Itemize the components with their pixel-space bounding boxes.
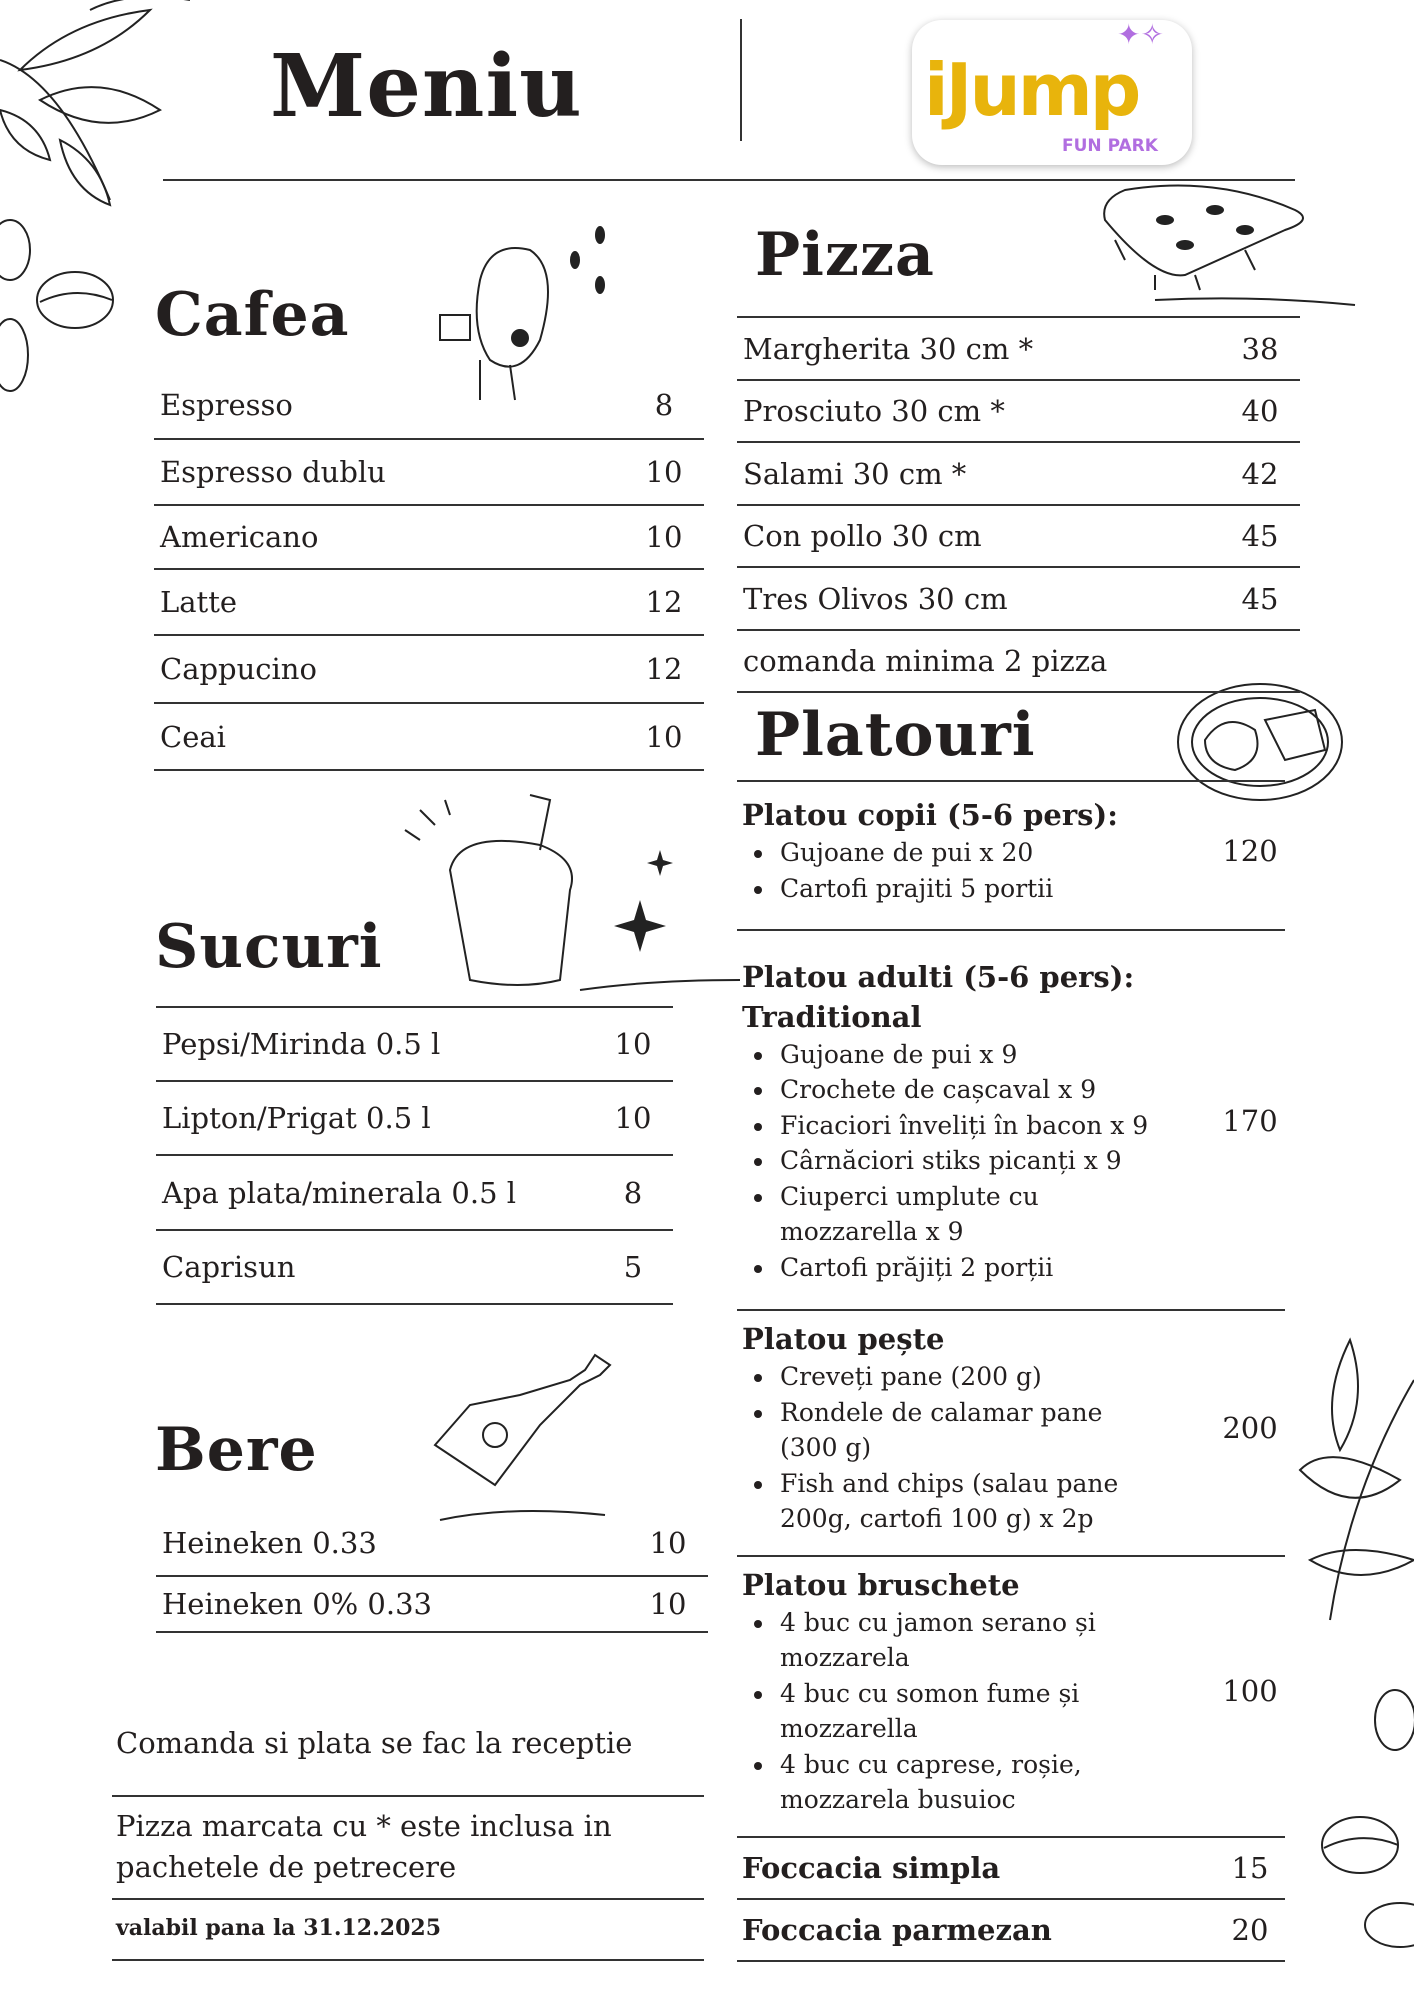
platter-title: Platou copii (5-6 pers): xyxy=(742,798,1118,832)
sucuri-heading: Sucuri xyxy=(155,912,383,982)
platter-item: 4 buc cu jamon serano și mozzarela xyxy=(752,1605,1162,1676)
menu-item xyxy=(156,1577,708,1633)
platter-item: Cârnăciori stiks picanți x 9 xyxy=(752,1143,1215,1179)
cafea-list xyxy=(154,372,704,771)
divider xyxy=(112,1959,704,1961)
menu-item xyxy=(156,1231,673,1305)
menu-item xyxy=(156,1156,673,1231)
platter-item: Rondele de calamar pane (300 g) xyxy=(752,1395,1162,1466)
item-name: Heineken 0% 0.33 xyxy=(162,1587,432,1621)
coffee-beans-right-icon xyxy=(1310,1690,1414,2000)
bere-list xyxy=(156,1511,708,1633)
pizza-slice-icon xyxy=(1095,180,1355,310)
item-price: 10 xyxy=(614,1027,652,1061)
item-name: Pepsi/Mirinda 0.5 l xyxy=(162,1027,441,1061)
item-name: Espresso dublu xyxy=(160,455,386,489)
item-name: Heineken 0.33 xyxy=(162,1526,377,1560)
platouri-list xyxy=(737,780,1285,1962)
menu-item xyxy=(737,1838,1285,1900)
item-price: 10 xyxy=(645,719,683,754)
menu-item xyxy=(737,1900,1285,1962)
beer-bottle-icon xyxy=(430,1355,620,1525)
item-price: 10 xyxy=(649,1587,687,1621)
menu-item xyxy=(154,636,704,704)
pizza-note-line: pachetele de petrecere xyxy=(116,1850,457,1884)
platter-item: Gujoane de pui x 9 xyxy=(752,1037,1215,1073)
divider xyxy=(112,1795,704,1797)
item-price: 45 xyxy=(1241,581,1279,616)
item-name: Espresso xyxy=(160,388,293,422)
item-name: Apa plata/minerala 0.5 l xyxy=(162,1175,517,1210)
item-name: Latte xyxy=(160,585,238,619)
coffee-beans-icon xyxy=(0,220,120,400)
item-name: Salami 30 cm * xyxy=(743,456,967,491)
platter-item: Ficaciori înveliți în bacon x 9 xyxy=(752,1108,1215,1144)
menu-item xyxy=(737,506,1300,568)
platter-item: Gujoane de pui x 20 xyxy=(752,835,1215,871)
platter-item: Cartofi prăjiți 2 porții xyxy=(752,1250,1215,1286)
item-price: 8 xyxy=(623,1175,643,1210)
menu-item xyxy=(737,318,1300,381)
note-text: comanda minima 2 pizza xyxy=(743,644,1108,678)
leaf-branch-icon xyxy=(0,0,200,220)
item-price: 15 xyxy=(1231,1850,1269,1885)
menu-item xyxy=(156,1082,673,1156)
platter-item: Cartofi prajiti 5 portii xyxy=(752,871,1215,907)
menu-item xyxy=(737,568,1300,631)
platter-item: Ciuperci umplute cu mozzarella x 9 xyxy=(752,1179,1052,1250)
menu-item xyxy=(154,506,704,570)
platter-item: Creveți pane (200 g) xyxy=(752,1359,1162,1395)
item-price: 42 xyxy=(1241,456,1279,491)
platter-item: Fish and chips (salau pane 200g, cartofi 100 g) x 2p xyxy=(752,1466,1162,1537)
bere-heading: Bere xyxy=(155,1415,318,1485)
item-price: 8 xyxy=(654,388,674,422)
platter-group xyxy=(737,782,1285,931)
menu-item xyxy=(156,1511,708,1577)
platter-price: 100 xyxy=(1222,1674,1278,1708)
cafea-heading: Cafea xyxy=(155,280,350,350)
platter-price: 120 xyxy=(1222,833,1278,868)
platter-item: 4 buc cu somon fume și mozzarella xyxy=(752,1676,1162,1747)
logo-wordmark: iJump xyxy=(924,48,1139,132)
platter-item: Crochete de cașcaval x 9 xyxy=(752,1072,1215,1108)
item-name: Ceai xyxy=(160,719,226,754)
menu-item xyxy=(154,704,704,771)
item-name: Tres Olivos 30 cm xyxy=(743,581,1008,616)
menu-item xyxy=(154,372,704,440)
item-price: 10 xyxy=(645,520,683,554)
menu-item xyxy=(737,381,1300,443)
leaf-branch-right-icon xyxy=(1290,1340,1414,1620)
validity-note: valabil pana la 31.12.2025 xyxy=(116,1915,442,1941)
item-price: 5 xyxy=(623,1250,643,1284)
item-name: Foccacia parmezan xyxy=(742,1912,1052,1947)
platter-group xyxy=(737,1557,1285,1838)
divider xyxy=(112,1898,704,1900)
menu-item xyxy=(154,440,704,506)
jumping-kids-icon: ✦✧ xyxy=(1117,18,1164,51)
item-name: Margherita 30 cm * xyxy=(743,331,1034,366)
pizza-note-line: Pizza marcata cu * este inclusa in xyxy=(116,1809,612,1843)
platter-item: 4 buc cu caprese, roșie, mozzarela busuioc xyxy=(752,1747,1162,1818)
item-price: 12 xyxy=(645,652,683,686)
item-name: Americano xyxy=(160,520,319,554)
pizza-note xyxy=(116,1806,704,1888)
item-name: Lipton/Prigat 0.5 l xyxy=(162,1101,431,1135)
sucuri-list xyxy=(156,1006,673,1305)
header-divider xyxy=(740,19,742,141)
item-price: 10 xyxy=(649,1526,687,1560)
platter-title: Platou bruschete xyxy=(742,1567,1020,1602)
item-name: Con pollo 30 cm xyxy=(743,519,982,553)
platter-title: Platou pește xyxy=(742,1322,945,1356)
item-name: Caprisun xyxy=(162,1250,296,1284)
pizza-min-note xyxy=(737,631,1300,693)
item-price: 45 xyxy=(1241,519,1279,553)
item-name: Cappucino xyxy=(160,652,317,686)
menu-item xyxy=(737,443,1300,506)
platter-group xyxy=(737,1311,1285,1557)
pizza-heading: Pizza xyxy=(755,220,935,290)
item-name: Prosciuto 30 cm * xyxy=(743,394,1005,428)
platter-title: Platou adulti (5-6 pers): xyxy=(742,959,1135,994)
order-note: Comanda si plata se fac la receptie xyxy=(116,1726,633,1760)
ijump-logo xyxy=(912,15,1202,170)
smoothie-icon xyxy=(400,790,710,1010)
menu-item xyxy=(156,1008,673,1082)
platter-price: 200 xyxy=(1222,1410,1278,1445)
item-price: 10 xyxy=(614,1101,652,1135)
platter-price: 170 xyxy=(1222,1104,1278,1138)
item-price: 40 xyxy=(1241,394,1279,428)
item-price: 10 xyxy=(645,455,683,489)
item-name: Foccacia simpla xyxy=(742,1850,1001,1885)
pizza-list xyxy=(737,316,1300,693)
logo-subtitle: FUN PARK xyxy=(1062,136,1158,156)
header-rule xyxy=(163,179,1295,181)
platter-group xyxy=(737,931,1285,1311)
item-price: 20 xyxy=(1231,1912,1269,1947)
menu-item xyxy=(154,570,704,636)
platter-subtitle: Traditional xyxy=(742,999,922,1034)
page-title: Meniu xyxy=(270,36,583,137)
item-price: 38 xyxy=(1241,331,1279,366)
platouri-heading: Platouri xyxy=(755,700,1036,770)
item-price: 12 xyxy=(645,585,683,619)
